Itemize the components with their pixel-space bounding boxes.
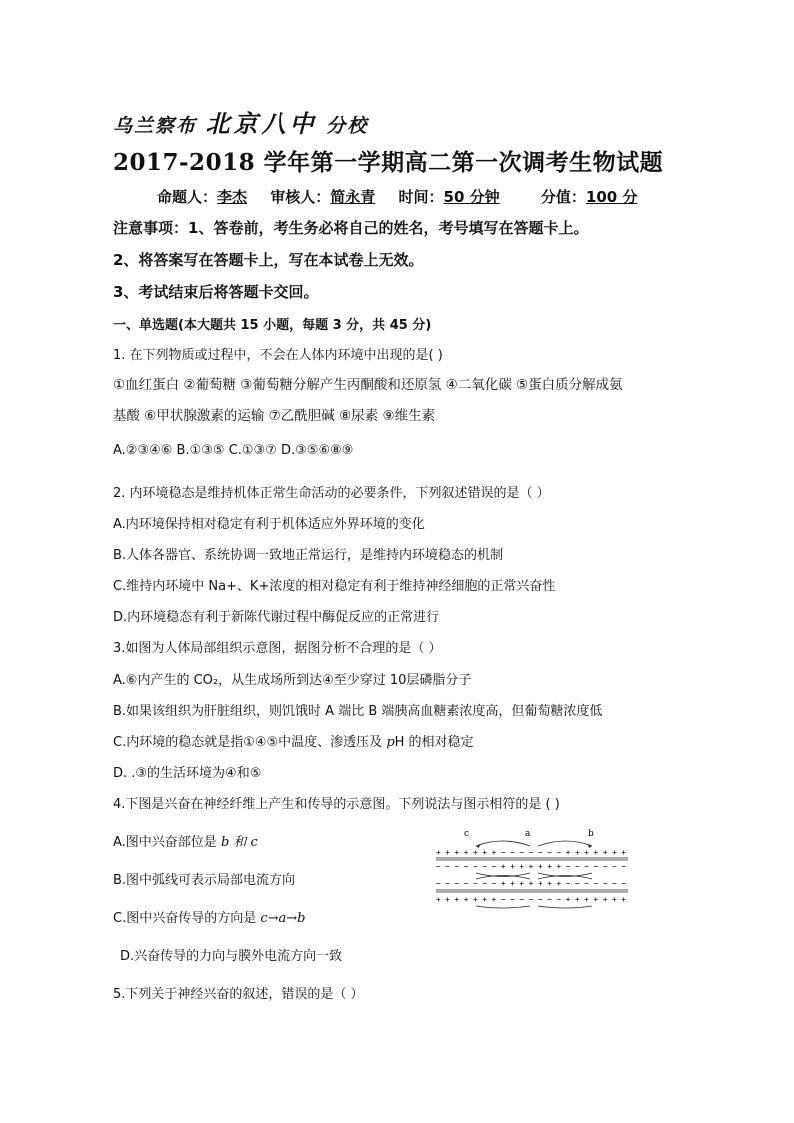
fig-label-a: a — [525, 829, 531, 839]
q2-stem: 2. 内环境稳态是维持机体正常生命活动的必要条件，下列叙述错误的是（ ） — [113, 486, 550, 501]
proposer-label: 命题人： — [157, 188, 218, 206]
q5-stem: 5.下列关于神经兴奋的叙述，错误的是（ ） — [113, 987, 364, 1002]
q4-option-d: D.兴奋传导的力向与膜外电流方向一致 — [120, 949, 343, 964]
q4-option-b: B.图中弧线可表示局部电流方向 — [113, 873, 296, 888]
reviewer-label: 审核人： — [270, 188, 331, 206]
q3-option-b: B.如果该组织为肝脏组织，则饥饿时 A 端比 B 端胰高血糖素浓度高，但葡萄糖浓度低 — [113, 704, 603, 719]
fig-label-c: c — [464, 829, 470, 839]
section-heading: 一、单选题(本大题共 15 小题，每题 3 分，共 45 分) — [113, 318, 432, 333]
score-value: 100 分 — [585, 188, 638, 206]
q4-option-a-pre: A.图中兴奋部位是 — [113, 835, 221, 850]
time-value: 50 分钟 — [443, 188, 500, 206]
fig-charge-row-top: + + + + + + + − − − − − − − + + + + + + + — [436, 848, 627, 857]
q3-option-c — [113, 731, 474, 750]
q2-option-d: D.内环境稳态有利于新陈代谢过程中酶促反应的正常进行 — [113, 610, 440, 625]
school-name — [113, 104, 368, 139]
q2-option-c: C.维持内环境中 Na+、K+浓度的相对稳定有利于维持神经细胞的正常兴奋性 — [113, 579, 556, 594]
fig-arc-top-left — [476, 841, 530, 846]
q3-option-c-pre: C.内环境的稳态就是指①④⑤中温度、渗透压及 — [113, 735, 387, 750]
note-2: 2、将答案写在答题卡上，写在本试卷上无效。 — [113, 251, 424, 269]
q3-stem: 3.如图为人体局部组织示意图，据图分析不合理的是（ ） — [113, 641, 442, 656]
proposer-value: 李杰 — [217, 188, 248, 206]
note-3: 3、考试结束后将答题卡交回。 — [113, 283, 319, 301]
q1-stem: 1. 在下列物质或过程中，不会在人体内环境中出现的是( ) — [113, 348, 443, 363]
q4-option-c-it: c→a→b — [260, 911, 306, 926]
score-label: 分值： — [540, 188, 586, 206]
note-1: 注意事项：1、答卷前，考生务必将自己的姓名，考号填写在答题卡上。 — [113, 219, 589, 237]
fig-label-b: b — [588, 829, 594, 839]
fig-arc-mid-left — [476, 873, 530, 877]
school-name-logo: 北京八中 — [205, 109, 318, 138]
q3-option-d: D. .③的生活环境为④和⑤ — [113, 766, 262, 781]
school-name-left: 乌兰察布 — [113, 115, 198, 137]
q4-option-c — [113, 907, 305, 926]
q4-stem: 4.下图是兴奋在神经纤维上产生和传导的示意图。下列说法与图示相符的是 ( ) — [113, 797, 560, 812]
q1-options: A.②③④⑥ B.①③⑤ C.①③⑦ D.③⑤⑥⑧⑨ — [113, 443, 354, 458]
q4-option-a — [113, 831, 258, 850]
fig-arc-bottom-left — [476, 906, 530, 908]
q4-option-a-it: b 和 c — [220, 835, 258, 850]
reviewer-value: 简永青 — [330, 188, 376, 206]
fig-charge-row-bottom: + + + + + + + − − − − − − − + + + + + + + — [436, 895, 627, 904]
q3-option-c-ph: p — [386, 735, 395, 750]
time-label: 时间： — [398, 188, 444, 206]
exam-meta — [157, 186, 637, 207]
fig-arc-bottom-right — [538, 906, 592, 908]
q3-option-a: A.⑥内产生的 CO₂，从生成场所到达④至少穿过 10层磷脂分子 — [113, 673, 472, 688]
fig-arc-mid-right — [538, 873, 592, 877]
fig-arc-top-right — [538, 841, 592, 846]
q1-items-line1: ①血红蛋白 ②葡萄糖 ③葡萄糖分解产生丙酮酸和还原氢 ④二氧化碳 ⑤蛋白质分解成氨 — [113, 377, 623, 393]
q4-option-c-pre: C.图中兴奋传导的方向是 — [113, 911, 261, 926]
exam-title: 2017-2018 学年第一学期高二第一次调考生物试题 — [113, 149, 664, 176]
fig-charge-row-3: − − − − − − − + + + + + + + − − − − − − − — [436, 879, 627, 888]
q3-option-c-post: H 的相对稳定 — [394, 735, 474, 750]
fig-charge-row-2: − − − − − − − + + + + + + + − − − − − − − — [436, 862, 627, 871]
nerve-fiber-diagram — [432, 826, 632, 910]
school-name-right: 分校 — [326, 115, 369, 137]
q2-option-b: B.人体各器官、系统协调一致地正常运行，是维持内环境稳态的机制 — [113, 548, 504, 563]
q1-items-line2: 基酸 ⑥甲状腺激素的运输 ⑦乙酰胆碱 ⑧尿素 ⑨维生素 — [113, 408, 436, 424]
q2-option-a: A.内环境保持相对稳定有利于机体适应外界环境的变化 — [113, 517, 425, 532]
